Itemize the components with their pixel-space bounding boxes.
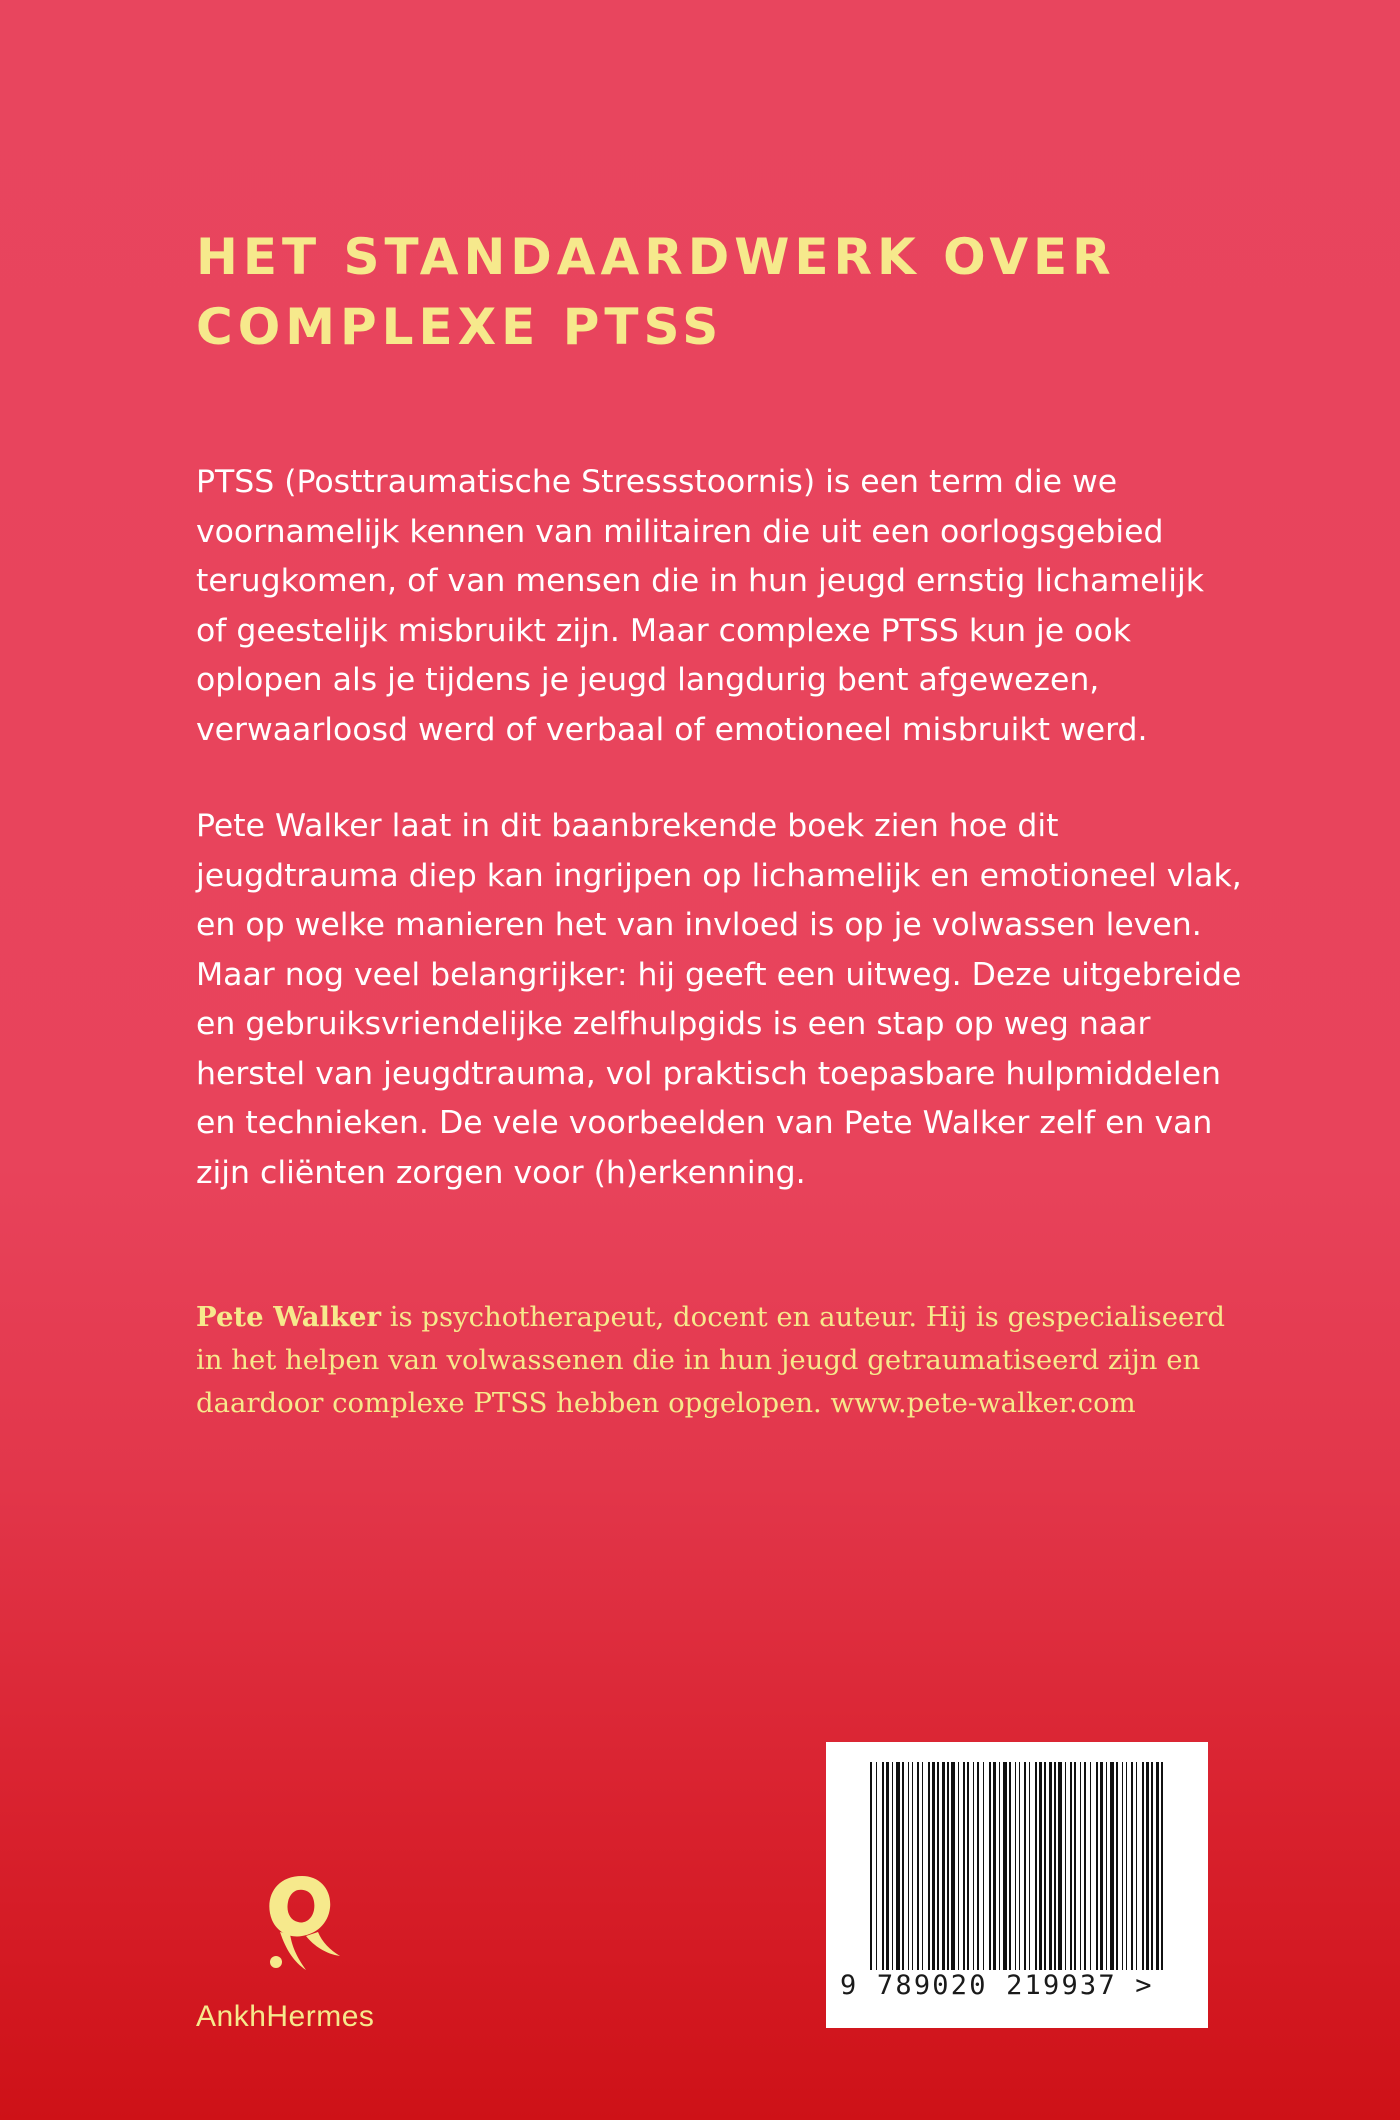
heading-line: COMPLEXE PTSS <box>196 298 724 356</box>
blurb-line: terugkomen, of van mensen die in hun jeugd ernstig lichamelijk <box>196 563 1204 599</box>
barcode-bar <box>1090 1762 1091 1970</box>
author-bio-line <box>196 1296 1236 1339</box>
blurb-line: PTSS (Posttraumatische Stressstoornis) is een term die we <box>196 464 1118 500</box>
barcode-bar <box>1100 1762 1103 1970</box>
barcode-bar <box>1003 1762 1007 1970</box>
barcode-bar <box>977 1762 979 1970</box>
barcode-bar <box>1065 1762 1066 1970</box>
barcode-bar <box>1126 1762 1127 1970</box>
barcode-bar <box>1039 1762 1042 1970</box>
barcode-bar <box>1044 1762 1046 1970</box>
barcode-bar <box>1009 1762 1011 1970</box>
barcode-bar <box>983 1762 984 1970</box>
blurb-line: of geestelijk misbruikt zijn. Maar complexe PTSS kun je ook <box>196 612 1131 649</box>
blurb-line: en op welke manieren het van invloed is op je volwassen leven. <box>196 907 1202 943</box>
barcode-bar <box>1054 1762 1056 1970</box>
barcode-bar <box>1015 1762 1016 1970</box>
barcode-bar <box>870 1762 872 1970</box>
barcode-bar <box>963 1762 965 1970</box>
barcode-bar <box>1029 1762 1030 1970</box>
barcode-bar <box>1142 1762 1144 1970</box>
barcode-bar <box>973 1762 974 1970</box>
barcode-bar <box>942 1762 945 1970</box>
barcode-bar <box>1049 1762 1052 1970</box>
barcode-bar <box>928 1762 930 1970</box>
barcode-bar <box>947 1762 949 1970</box>
barcode-bar <box>1122 1762 1123 1970</box>
barcode-bar <box>1131 1762 1133 1970</box>
barcode-bar <box>967 1762 969 1970</box>
author-bio-line: daardoor complexe PTSS hebben opgelopen. www.pete-walker.com <box>196 1387 1136 1419</box>
blurb-paragraph-1 <box>196 458 1236 755</box>
barcode-bar <box>1156 1762 1159 1970</box>
author-bio <box>196 1296 1236 1425</box>
blurb-paragraph-2 <box>196 802 1242 1198</box>
blurb-line: jeugdtrauma diep kan ingrijpen op lichamelijk en emotioneel vlak, <box>196 857 1242 894</box>
blurb-line: Maar nog veel belangrijker: hij geeft een uitweg. Deze uitgebreide <box>196 956 1242 993</box>
barcode-bar <box>951 1762 955 1970</box>
blurb-line: zijn cliënten zorgen voor (h)erkenning. <box>196 1154 806 1191</box>
barcode-bar <box>912 1762 913 1970</box>
barcode-bar <box>1161 1762 1163 1970</box>
barcode-bar <box>1058 1762 1062 1970</box>
barcode-bar <box>958 1762 959 1970</box>
barcode-bar <box>989 1762 991 1970</box>
barcode-bar <box>1074 1762 1076 1970</box>
blurb-line: oplopen als je tijdens je jeugd langdurig bent afgewezen, <box>196 662 1100 698</box>
barcode-bar <box>1035 1762 1037 1970</box>
ankhhermes-logo-icon <box>256 1872 348 1992</box>
blurb-line: en technieken. De vele voorbeelden van Pete Walker zelf en van <box>196 1105 1213 1141</box>
barcode-bar <box>1024 1762 1026 1970</box>
barcode-bar <box>999 1762 1000 1970</box>
barcode-bar <box>892 1762 893 1970</box>
barcode-bar <box>1084 1762 1086 1970</box>
author-bio-text: is psychotherapeut, docent en auteur. Hij is gespecialiseerd <box>381 1301 1226 1333</box>
barcode-bar <box>1096 1762 1098 1970</box>
barcode-bar <box>908 1762 909 1970</box>
blurb-line: voornamelijk kennen van militairen die uit een oorlogsgebied <box>196 513 1164 550</box>
barcode-bar <box>1136 1762 1137 1970</box>
barcode-bar <box>932 1762 935 1970</box>
barcode-bar <box>937 1762 939 1970</box>
heading-line: HET STANDAARDWERK OVER <box>196 228 1116 286</box>
barcode-bar <box>1019 1762 1020 1970</box>
barcode-bar <box>922 1762 923 1970</box>
author-bio-line: in het helpen van volwassenen die in hun jeugd getraumatiseerd zijn en <box>196 1344 1201 1376</box>
blurb-line: herstel van jeugdtrauma, vol praktisch toepasbare hulpmiddelen <box>196 1055 1222 1092</box>
barcode-bar <box>1110 1762 1114 1970</box>
barcode-bar <box>1151 1762 1153 1970</box>
barcode-bar <box>886 1762 889 1970</box>
barcode-bar <box>902 1762 904 1970</box>
barcode-bar <box>993 1762 996 1970</box>
barcode-bar <box>876 1762 877 1970</box>
barcode-bar <box>896 1762 900 1970</box>
blurb-line: en gebruiksvriendelijke zelfhulpgids is een stap op weg naar <box>196 1006 1151 1042</box>
isbn-number: 9 789020 219937 > <box>840 1970 1154 2001</box>
barcode-bar <box>1070 1762 1072 1970</box>
barcode-bar <box>882 1762 884 1970</box>
publisher-logo <box>196 1872 416 2052</box>
barcode-bar <box>1080 1762 1081 1970</box>
isbn-barcode <box>826 1742 1208 2028</box>
blurb-line: verwaarloosd werd of verbaal of emotioneel misbruikt werd. <box>196 711 1148 748</box>
barcode-bar <box>1116 1762 1118 1970</box>
publisher-name: AnkhHermes <box>196 2000 375 2033</box>
barcode-bar <box>1106 1762 1107 1970</box>
author-name: Pete Walker <box>196 1301 382 1333</box>
blurb-line: Pete Walker laat in dit baanbrekende boek zien hoe dit <box>196 808 1059 844</box>
barcode-bar <box>1146 1762 1149 1970</box>
barcode-bars <box>870 1762 1166 1970</box>
cover-heading <box>196 222 1196 362</box>
barcode-bar <box>917 1762 919 1970</box>
